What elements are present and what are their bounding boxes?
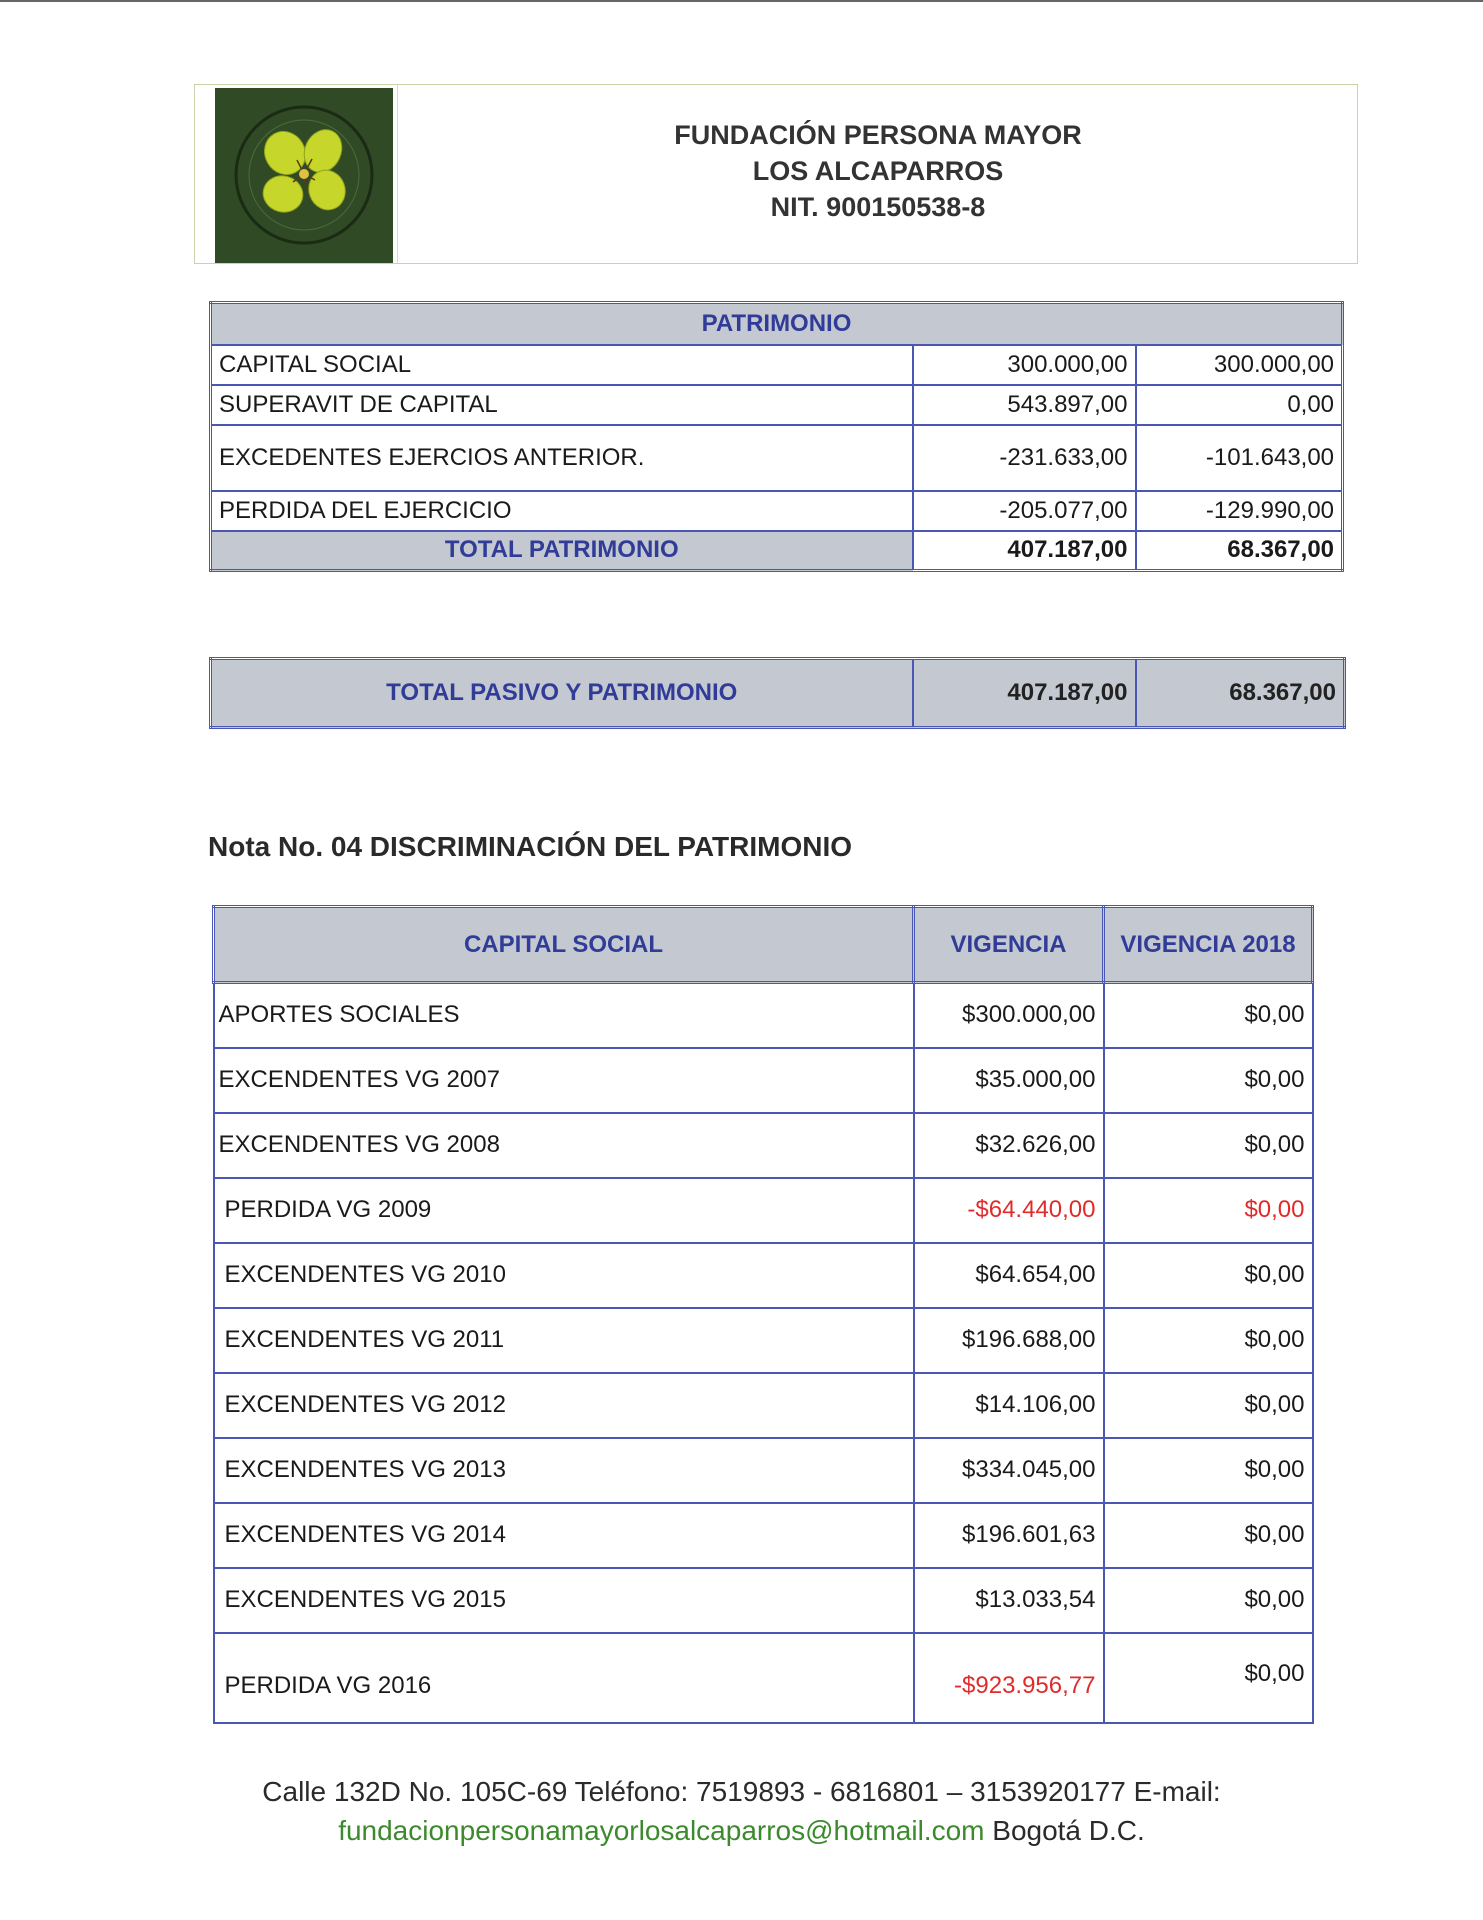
flower-logo-icon [215,88,393,263]
row-value: -129.990,00 [1136,491,1343,531]
footer-contact [0,1811,1483,1850]
table-row [211,385,1343,425]
row-value: $0,00 [1104,1243,1313,1308]
total-row [211,531,1343,571]
row-value: $0,00 [1104,1438,1313,1503]
capital-social-table [212,905,1314,1724]
row-label: EXCENDENTES VG 2011 [214,1308,914,1373]
table-row [214,1373,1313,1438]
row-value: -205.077,00 [913,491,1136,531]
nota-title: Nota No. 04 DISCRIMINACIÓN DEL PATRIMONIO [208,831,853,862]
row-value: 300.000,00 [1136,345,1343,385]
row-label: CAPITAL SOCIAL [211,345,913,385]
table-row [211,345,1343,385]
capital-header-row [214,907,1313,983]
total-pasivo-table [209,657,1346,729]
col-header-capital-social: CAPITAL SOCIAL [214,907,914,983]
row-value-negative: -$64.440,00 [914,1178,1104,1243]
patrimonio-table [209,301,1344,572]
footer-address: Calle 132D No. 105C-69 Teléfono: 7519893 - 6816801 – 3153920177 E-mail: [262,1776,1221,1807]
footer-email-link[interactable]: fundacionpersonamayorlosalcaparros@hotmail.com [338,1815,985,1846]
row-value: $13.033,54 [914,1568,1104,1633]
total-pasivo-value: 407.187,00 [913,659,1136,728]
col-header-vigencia-2018: VIGENCIA 2018 [1104,907,1313,983]
row-label: EXCEDENTES EJERCIOS ANTERIOR. [211,425,913,491]
table-row [214,1308,1313,1373]
row-label: APORTES SOCIALES [214,983,914,1048]
table-row [214,1503,1313,1568]
row-value: $0,00 [1104,1048,1313,1113]
table-row [211,491,1343,531]
row-label: PERDIDA DEL EJERCICIO [211,491,913,531]
org-name: FUNDACIÓN PERSONA MAYOR [674,120,1082,150]
row-value: $32.626,00 [914,1113,1104,1178]
row-value-negative: $0,00 [1104,1178,1313,1243]
row-label: EXCENDENTES VG 2007 [214,1048,914,1113]
row-value: $0,00 [1104,1373,1313,1438]
total-patrimonio-value: 68.367,00 [1136,531,1343,571]
row-value: -231.633,00 [913,425,1136,491]
total-pasivo-label: TOTAL PASIVO Y PATRIMONIO [211,659,913,728]
table-row [214,1633,1313,1723]
table-row [211,425,1343,491]
row-value: $35.000,00 [914,1048,1104,1113]
table-row [214,1113,1313,1178]
org-nit: NIT. 900150538-8 [770,192,986,222]
row-value: 543.897,00 [913,385,1136,425]
row-value: $0,00 [1104,1568,1313,1633]
footer-city: Bogotá D.C. [984,1815,1145,1846]
row-value: -101.643,00 [1136,425,1343,491]
total-pasivo-row [211,659,1345,728]
scan-top-edge [0,0,1483,2]
row-value: 0,00 [1136,385,1343,425]
col-header-vigencia: VIGENCIA [914,907,1104,983]
row-value-negative: -$923.956,77 [914,1633,1104,1723]
row-label: EXCENDENTES VG 2008 [214,1113,914,1178]
table-row [214,1568,1313,1633]
row-value: $0,00 [1104,1633,1313,1723]
row-value: $300.000,00 [914,983,1104,1048]
row-value: $196.601,63 [914,1503,1104,1568]
document-header [194,84,1358,264]
row-value: $0,00 [1104,1503,1313,1568]
row-label: PERDIDA VG 2016 [214,1633,914,1723]
foundation-logo [215,88,393,263]
row-value: $196.688,00 [914,1308,1104,1373]
row-value: $14.106,00 [914,1373,1104,1438]
table-row [214,1048,1313,1113]
row-value: $0,00 [1104,1308,1313,1373]
total-patrimonio-value: 407.187,00 [913,531,1136,571]
row-value: $334.045,00 [914,1438,1104,1503]
document-footer [0,1772,1483,1850]
table-row [214,1178,1313,1243]
row-label: EXCENDENTES VG 2014 [214,1503,914,1568]
row-label: SUPERAVIT DE CAPITAL [211,385,913,425]
row-label: PERDIDA VG 2009 [214,1178,914,1243]
row-value: $0,00 [1104,983,1313,1048]
total-pasivo-value: 68.367,00 [1136,659,1345,728]
row-value: 300.000,00 [913,345,1136,385]
org-name-line2: LOS ALCAPARROS [752,156,1004,186]
total-patrimonio-label: TOTAL PATRIMONIO [211,531,913,571]
row-label: EXCENDENTES VG 2012 [214,1373,914,1438]
patrimonio-header: PATRIMONIO [211,303,1343,345]
table-row [214,1243,1313,1308]
row-label: EXCENDENTES VG 2010 [214,1243,914,1308]
row-value: $64.654,00 [914,1243,1104,1308]
table-row [214,1438,1313,1503]
header-title [398,117,1358,225]
row-label: EXCENDENTES VG 2015 [214,1568,914,1633]
row-value: $0,00 [1104,1113,1313,1178]
table-row [214,983,1313,1048]
row-label: EXCENDENTES VG 2013 [214,1438,914,1503]
